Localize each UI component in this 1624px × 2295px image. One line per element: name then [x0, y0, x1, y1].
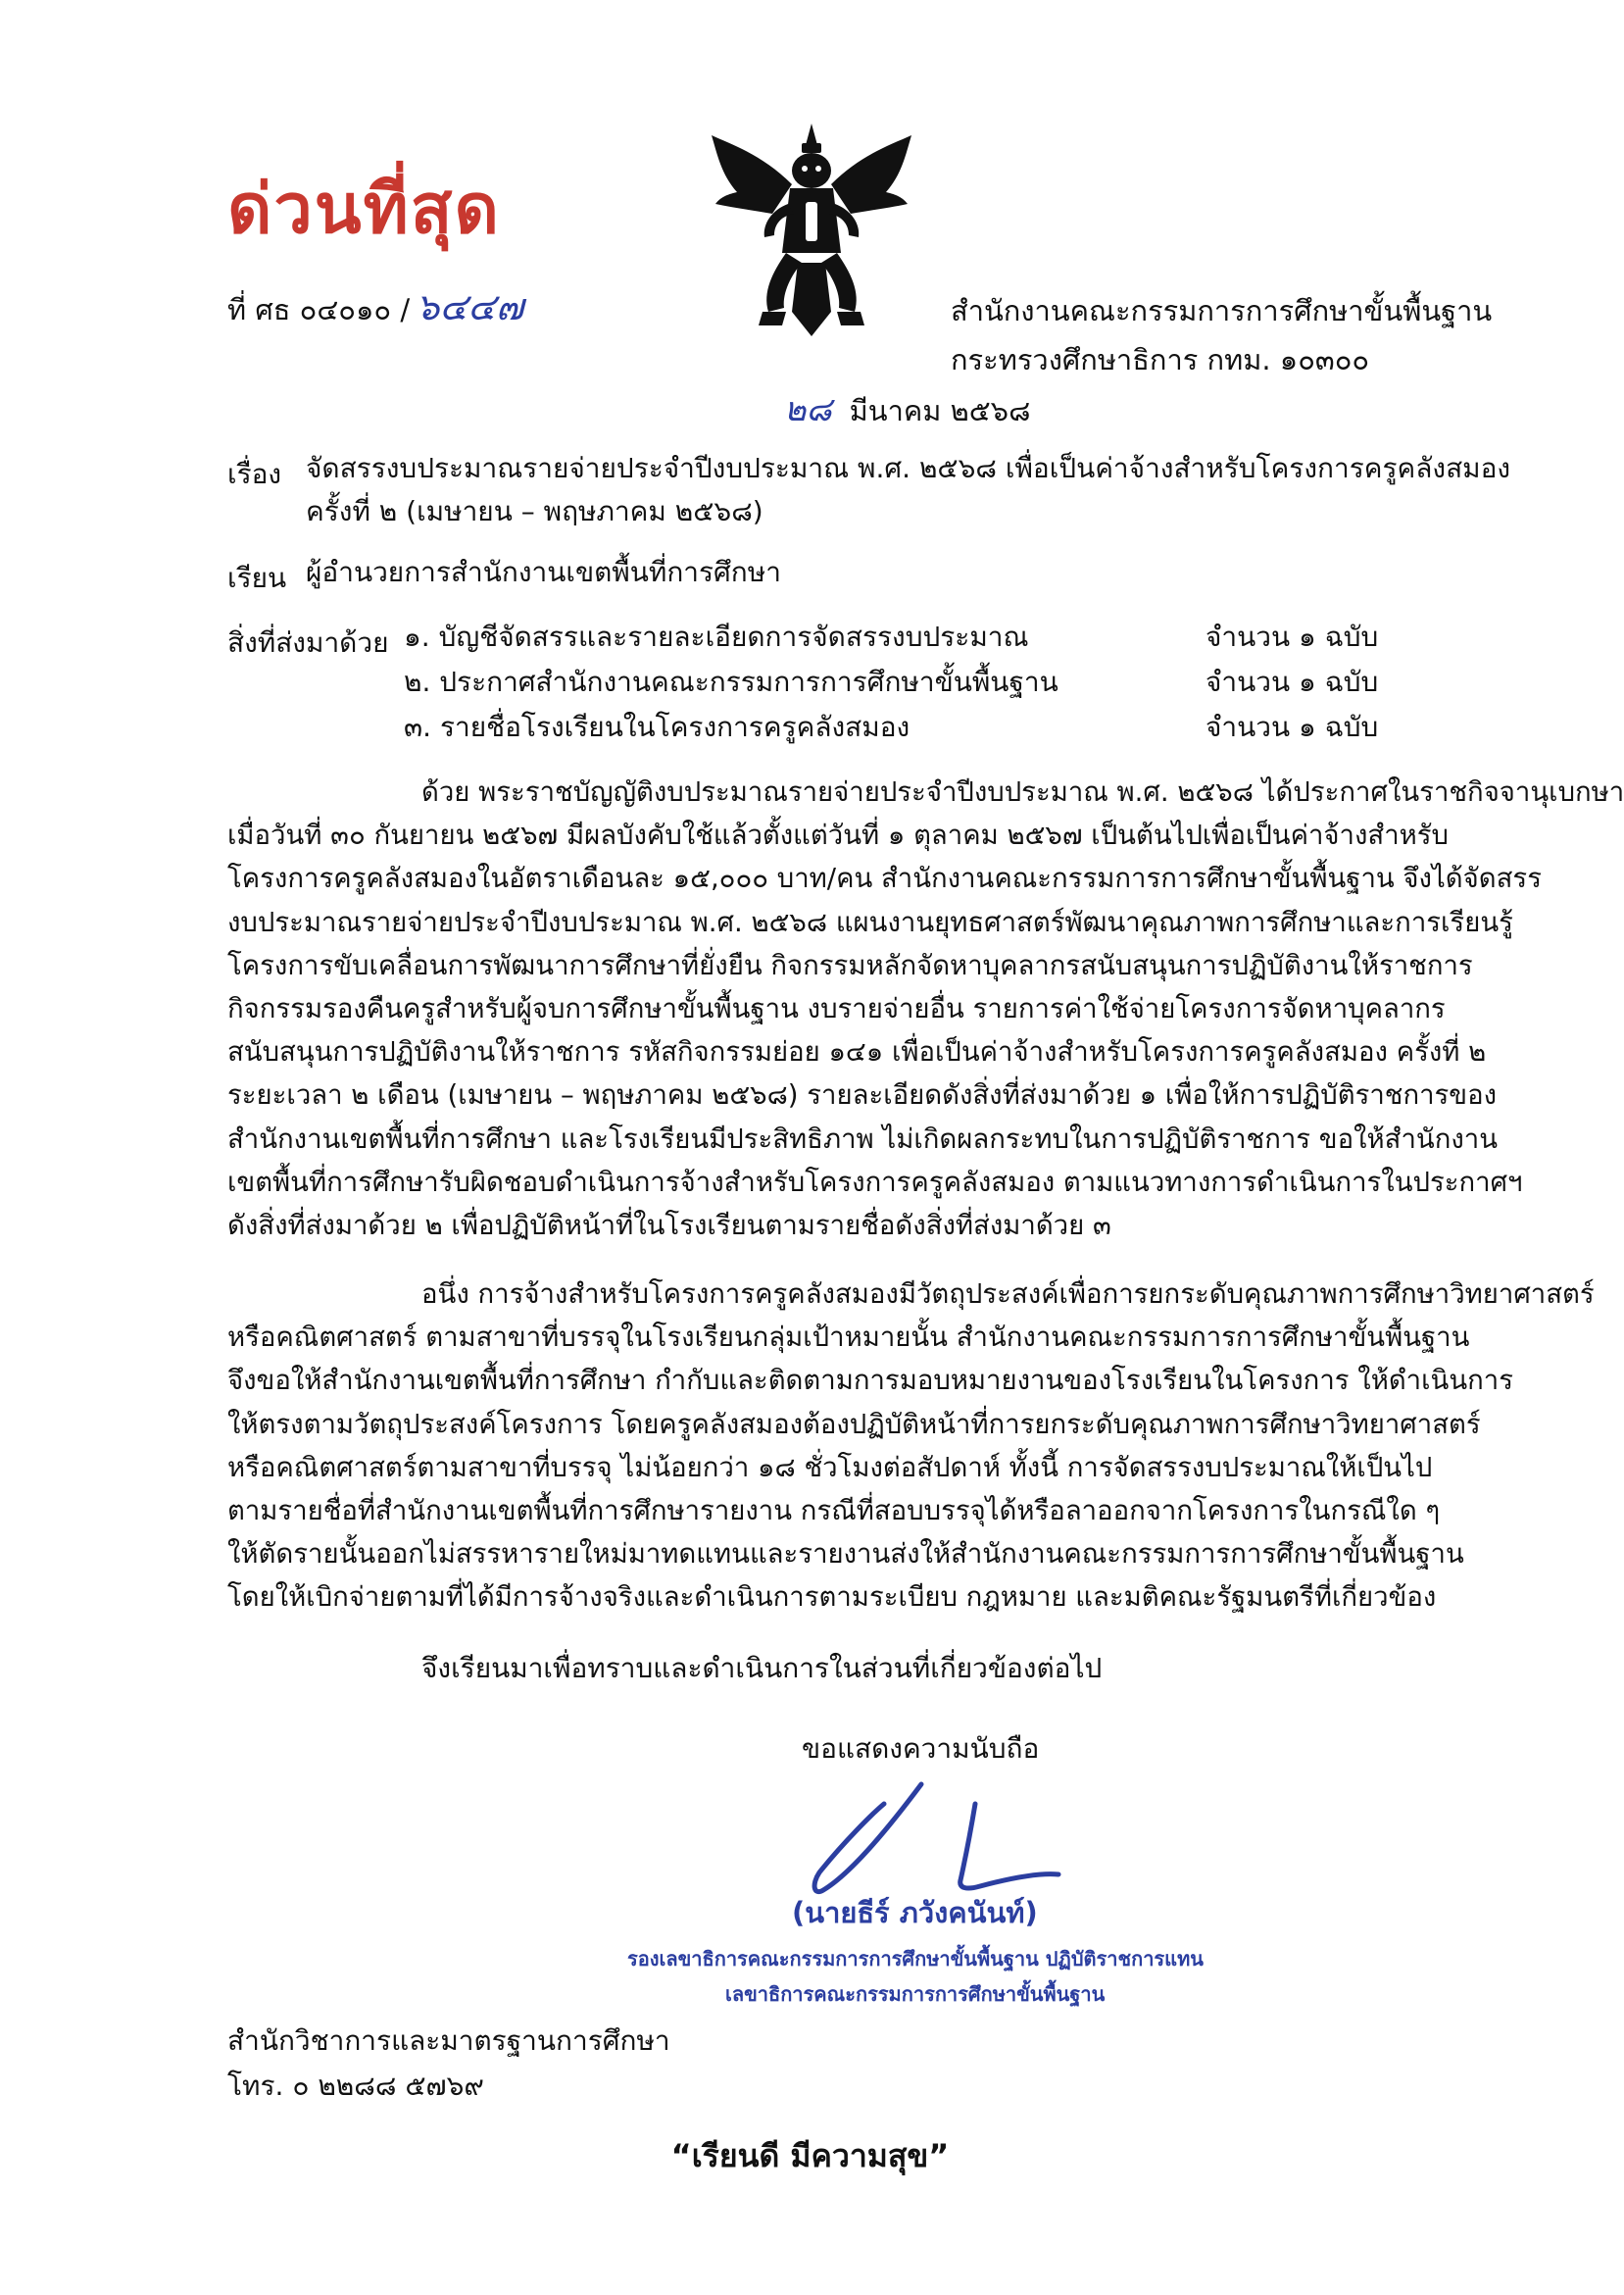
- enclosure-item: ๓. รายชื่อโรงเรียนในโครงการครูคลังสมอง: [404, 711, 910, 743]
- footer-department: สำนักวิชาการและมาตรฐานการศึกษา: [227, 2024, 670, 2057]
- subject-label: เรื่อง: [227, 458, 282, 490]
- paragraph-line: สำนักงานเขตพื้นที่การศึกษา และโรงเรียนมีประสิทธิภาพ ไม่เกิดผลกระทบในการปฏิบัติราชการ ขอให้สำนักงาน: [227, 1123, 1499, 1155]
- letter-date: [784, 382, 1030, 435]
- paragraph-line: สนับสนุนการปฏิบัติงานให้ราชการ รหัสกิจกรรมย่อย ๑๔๑ เพื่อเป็นค่าจ้างสำหรับโครงการครูคลังสมอง ครั้งที่ ๒: [227, 1036, 1487, 1069]
- paragraph-line: กิจกรรมรองคืนครูสำหรับผู้จบการศึกษาขั้นพื้นฐาน งบรายจ่ายอื่น รายการค่าใช้จ่ายโครงการจัดหาบุคลากร: [227, 993, 1446, 1025]
- footer-slogan: “เรียนดี มีความสุข”: [670, 2137, 950, 2174]
- body-paragraph-1: [227, 771, 1624, 1247]
- recipient-label: เรียน: [227, 562, 287, 594]
- paragraph-line: ดังสิ่งที่ส่งมาด้วย ๒ เพื่อปฏิบัติหน้าที่ในโรงเรียนตามรายชื่อดังสิ่งที่ส่งมาด้วย ๓: [227, 1210, 1111, 1242]
- footer-phone: โทร. ๐ ๒๒๘๘ ๕๗๖๙: [227, 2070, 484, 2102]
- reference-number: [227, 276, 523, 336]
- paragraph-line: ด้วย พระราชบัญญัติงบประมาณรายจ่ายประจำปีงบประมาณ พ.ศ. ๒๕๖๘ ได้ประกาศในราชกิจจานุเบกษา: [421, 776, 1624, 808]
- garuda-emblem-icon: [704, 116, 919, 351]
- enclosure-item: ๑. บัญชีจัดสรรและรายละเอียดการจัดสรรงบประมาณ: [404, 621, 1029, 653]
- enclosures-label: สิ่งที่ส่งมาด้วย: [227, 626, 389, 659]
- paragraph-line: โดยให้เบิกจ่ายตามที่ได้มีการจ้างจริงและดำเนินการตามระเบียบ กฎหมาย และมติคณะรัฐมนตรีที่เกี่ยวข้อง: [227, 1581, 1437, 1614]
- signer-name: (นายธีร์ ภวังคนันท์): [792, 1896, 1038, 1929]
- paragraph-line: งบประมาณรายจ่ายประจำปีงบประมาณ พ.ศ. ๒๕๖๘ แผนงานยุทธศาสตร์พัฒนาคุณภาพการศึกษาและการเรียนรู้: [227, 906, 1513, 938]
- organization-address: กระทรวงศึกษาธิการ กทม. ๑๐๓๐๐: [951, 343, 1370, 376]
- urgency-stamp: ด่วนที่สุด: [227, 169, 501, 249]
- date-day-handwritten: ๒๘: [784, 390, 832, 429]
- paragraph-line: หรือคณิตศาสตร์ตามสาขาที่บรรจุ ไม่น้อยกว่า ๑๘ ชั่วโมงต่อสัปดาห์ ทั้งนี้ การจัดสรรงบประมาณให้เป็นไป: [227, 1451, 1433, 1483]
- paragraph-line: หรือคณิตศาสตร์ ตามสาขาที่บรรจุในโรงเรียนกลุ่มเป้าหมายนั้น สำนักงานคณะกรรมการการศึกษาขั้นพื้นฐาน: [227, 1322, 1470, 1354]
- handwritten-signature-icon: [627, 1765, 1235, 1902]
- date-month-year: มีนาคม ๒๕๖๘: [849, 394, 1031, 427]
- enclosure-item: ๒. ประกาศสำนักงานคณะกรรมการการศึกษาขั้นพื้นฐาน: [404, 666, 1058, 698]
- reference-handwritten-number: ๖๔๔๗: [416, 285, 524, 328]
- reference-prefix: ที่ ศธ ๐๔๐๑๐ /: [227, 293, 411, 326]
- body-paragraph-2: [227, 1272, 1595, 1620]
- enclosure-qty: จำนวน ๑ ฉบับ: [1206, 711, 1379, 743]
- enclosure-qty: จำนวน ๑ ฉบับ: [1206, 621, 1379, 653]
- closing-sentence: จึงเรียนมาเพื่อทราบและดำเนินการในส่วนที่เกี่ยวข้องต่อไป: [421, 1652, 1103, 1684]
- paragraph-line: โครงการครูคลังสมองในอัตราเดือนละ ๑๕,๐๐๐ บาท/คน สำนักงานคณะกรรมการการศึกษาขั้นพื้นฐาน จึงได้จัดสรร: [227, 863, 1542, 895]
- recipient-value: ผู้อำนวยการสำนักงานเขตพื้นที่การศึกษา: [306, 556, 781, 588]
- paragraph-line: อนึ่ง การจ้างสำหรับโครงการครูคลังสมองมีวัตถุประสงค์เพื่อการยกระดับคุณภาพการศึกษาวิทยาศาสตร์: [421, 1278, 1595, 1310]
- paragraph-line: โครงการขับเคลื่อนการพัฒนาการศึกษาที่ยั่งยืน กิจกรรมหลักจัดหาบุคลากรสนับสนุนการปฏิบัติงานให้ราชการ: [227, 949, 1473, 981]
- organization-name: สำนักงานคณะกรรมการการศึกษาขั้นพื้นฐาน: [951, 294, 1493, 327]
- enclosure-qty: จำนวน ๑ ฉบับ: [1206, 666, 1379, 698]
- paragraph-line: เมื่อวันที่ ๓๐ กันยายน ๒๕๖๗ มีผลบังคับใช้แล้วตั้งแต่วันที่ ๑ ตุลาคม ๒๕๖๗ เป็นต้นไปเพื่อเป็นค่าจ้างสำหรับ: [227, 820, 1449, 852]
- signer-position-1: รองเลขาธิการคณะกรรมการการศึกษาขั้นพื้นฐาน ปฏิบัติราชการแทน: [627, 1947, 1204, 1971]
- paragraph-line: จึงขอให้สำนักงานเขตพื้นที่การศึกษา กำกับและติดตามการมอบหมายงานของโรงเรียนในโครงการ ให้ดำเนินการ: [227, 1365, 1513, 1397]
- paragraph-line: ระยะเวลา ๒ เดือน (เมษายน – พฤษภาคม ๒๕๖๘) รายละเอียดดังสิ่งที่ส่งมาด้วย ๑ เพื่อให้การปฏิบัติราชการของ: [227, 1079, 1498, 1112]
- subject-line-2: ครั้งที่ ๒ (เมษายน – พฤษภาคม ๒๕๖๘): [306, 495, 763, 527]
- salutation: ขอแสดงความนับถือ: [802, 1732, 1040, 1765]
- paragraph-line: ให้ตรงตามวัตถุประสงค์โครงการ โดยครูคลังสมองต้องปฏิบัติหน้าที่การยกระดับคุณภาพการศึกษาวิทยาศาสตร์: [227, 1408, 1481, 1440]
- paragraph-line: เขตพื้นที่การศึกษารับผิดชอบดำเนินการจ้างสำหรับโครงการครูคลังสมอง ตามแนวทางการดำเนินการในประกาศฯ: [227, 1166, 1523, 1198]
- subject-line-1: จัดสรรงบประมาณรายจ่ายประจำปีงบประมาณ พ.ศ. ๒๕๖๘ เพื่อเป็นค่าจ้างสำหรับโครงการครูคลังสมอง: [306, 452, 1511, 484]
- paragraph-line: ตามรายชื่อที่สำนักงานเขตพื้นที่การศึกษารายงาน กรณีที่สอบบรรจุได้หรือลาออกจากโครงการในกรณีใด ๆ: [227, 1495, 1441, 1527]
- signer-position-2: เลขาธิการคณะกรรมการการศึกษาขั้นพื้นฐาน: [725, 1982, 1106, 2006]
- issuing-organization: [951, 286, 1492, 384]
- paragraph-line: ให้ตัดรายนั้นออกไม่สรรหารายใหม่มาทดแทนและรายงานส่งให้สำนักงานคณะกรรมการการศึกษาขั้นพื้นฐาน: [227, 1538, 1464, 1571]
